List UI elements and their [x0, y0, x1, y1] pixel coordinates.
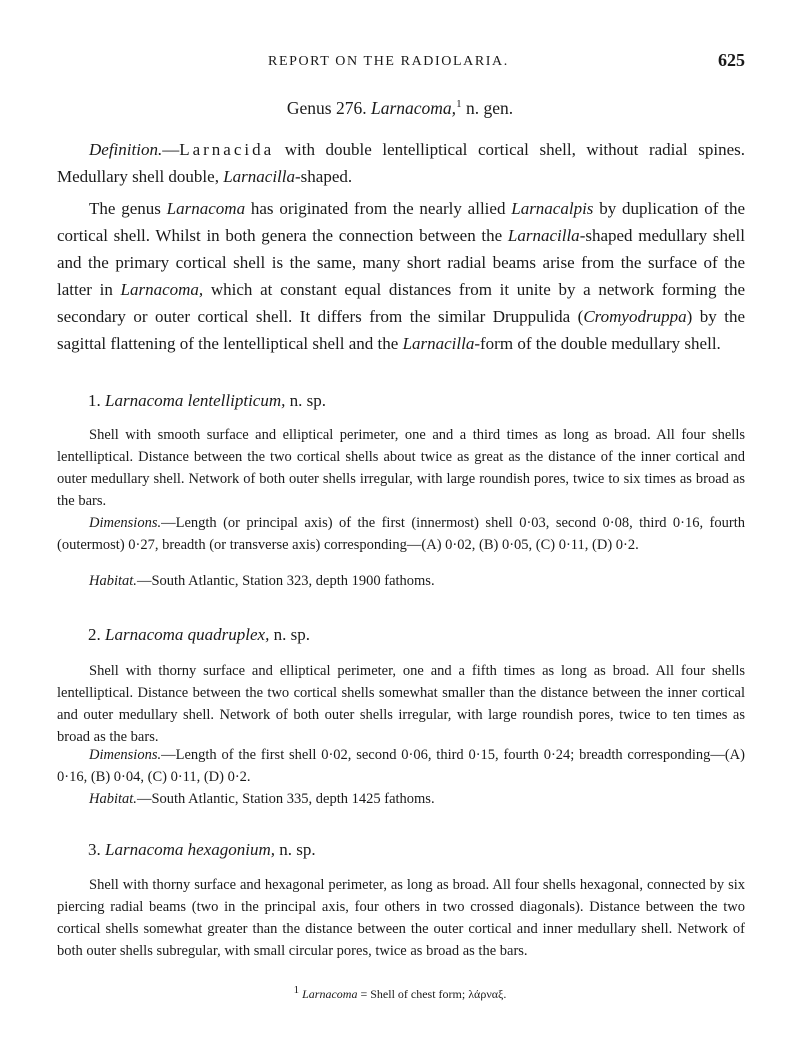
spaced-word: Larnacida — [179, 140, 275, 159]
species-description: Shell with smooth surface and elliptical perimeter, one and a third times as long as broad. All four shells lentelliptical. Distance between the two cortical shells about twice as great as the distance of the inner cortical and outer medullary shell. Network of both outer shells irregular, with large roundish pores, twice to six times as broad as the bars. — [57, 427, 745, 509]
species-name: Larnacoma lentellipticum, — [105, 391, 286, 410]
genus-name: Larnacoma, — [370, 98, 457, 118]
species-description: Shell with thorny surface and elliptical perimeter, one and a fifth times as long as broad. All four shells lentelliptical. Distance between the two cortical shells somewhat smaller than the distance between the inner cortical and outer medullary shell. Network of both outer shells irregular, with large roundish pores, twice to ten times as broad as the bars. — [57, 663, 745, 745]
species-dimensions: Dimensions.—Length (or principal axis) of the first (innermost) shell 0·03, second 0·08, third 0·16, fourth (outermost) 0·27, breadth (or transverse axis) corresponding—(A) 0·02, (B) 0·05, (C) 0·11, (D) 0·2. — [57, 515, 745, 553]
running-title: REPORT ON THE RADIOLARIA. — [268, 54, 509, 69]
footnote: 1 Larnacoma = Shell of chest form; λάρναξ. — [293, 984, 507, 1001]
species-description: Shell with thorny surface and hexagonal perimeter, as long as broad. All four shells hexagonal, connected by six piercing radial beams (two in the principal axis, four others in two crossed diagonals). Distance between the two cortical shells somewhat greater than the distance between the outer cortical and inner medullary shell. Network of both outer shells subregular, with small circular pores, twice as broad as the bars. — [57, 877, 745, 959]
definition-paragraph: Definition.—Larnacida with double lentelliptical cortical shell, without radial spines. Medullary shell double, Larnacilla-shaped. — [57, 140, 745, 186]
species-dimensions: Dimensions.—Length of the first shell 0·02, second 0·06, third 0·15, fourth 0·24; breadth corresponding—(A) 0·16, (B) 0·04, (C) 0·11, (D) 0·2. — [57, 747, 745, 785]
species-heading: 1. Larnacoma lentellipticum, n. sp. — [88, 391, 326, 410]
species-name: Larnacoma hexagonium, — [105, 840, 275, 859]
genus-prefix: Genus 276. — [286, 98, 367, 118]
footnote-mark: 1 — [456, 98, 462, 111]
page-number: 625 — [718, 50, 745, 70]
page-header — [0, 50, 800, 80]
footnote-term: Larnacoma — [302, 987, 358, 1001]
greek-word: λάρναξ. — [468, 987, 507, 1001]
discussion-paragraph: The genus Larnacoma has originated from the nearly allied Larnacalpis by duplication of the cortical shell. Whilst in both genera the connection between the Larnacilla-shaped medullary shell and the primary cortical shell is the same, many short radial beams arise from the surface of the latter in Larnacoma, which at constant equal distances from it unite by a network forming the secondary or outer cortical shell. It differs from the similar Druppulida (Cromyodruppa) by the sagittal flattening of the lentelliptical shell and the Larnacilla-form of the double medullary shell. — [57, 199, 745, 353]
species-habitat: Habitat.—South Atlantic, Station 323, depth 1900 fathoms. — [89, 573, 435, 589]
species-heading: 3. Larnacoma hexagonium, n. sp. — [88, 840, 316, 859]
definition-label: Definition. — [89, 140, 163, 159]
genus-suffix: n. gen. — [465, 98, 514, 118]
species-heading: 2. Larnacoma quadruplex, n. sp. — [88, 625, 310, 644]
species-name: Larnacoma quadruplex, — [105, 625, 270, 644]
species-habitat: Habitat.—South Atlantic, Station 335, depth 1425 fathoms. — [89, 791, 435, 807]
genus-title — [0, 98, 800, 119]
